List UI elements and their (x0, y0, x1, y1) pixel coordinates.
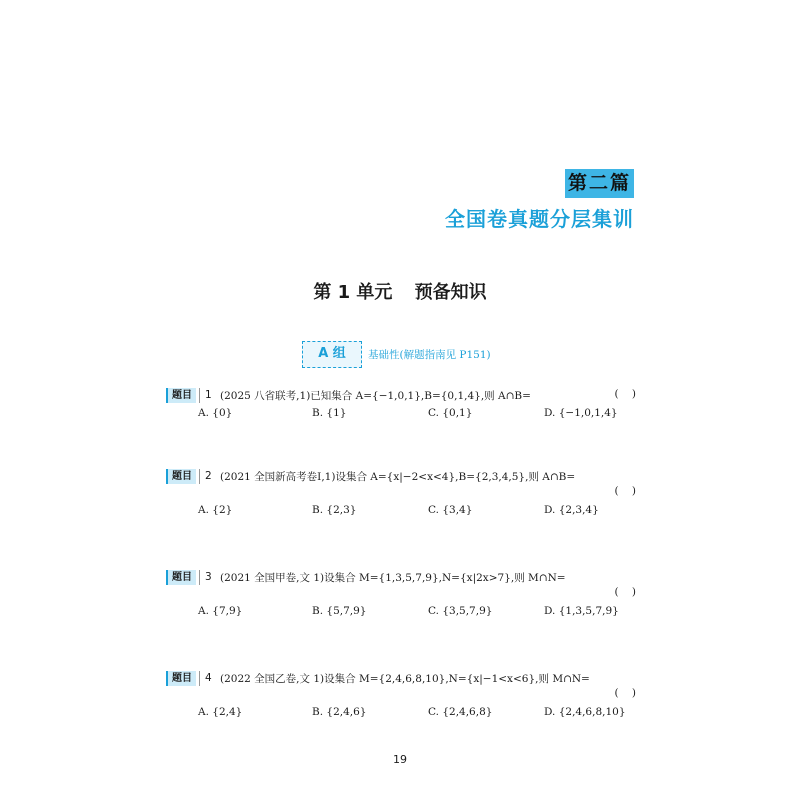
problem-badge-label: 题目 (166, 570, 196, 585)
problem-1 (166, 388, 636, 423)
group-label: A 组 (302, 341, 362, 368)
option-b: B. {2,3} (312, 504, 357, 516)
problem-stem (166, 570, 636, 586)
option-d: D. {−1,0,1,4} (544, 407, 618, 419)
problem-text: (2025 八省联考,1)已知集合 A={−1,0,1},B={0,1,4},则 A∩B= (220, 390, 531, 402)
paren-line (166, 485, 636, 501)
problem-number: 4 (199, 671, 217, 686)
unit-title (0, 278, 800, 304)
page-number: 19 (393, 753, 407, 766)
part-title: 全国卷真题分层集训 (445, 207, 634, 231)
option-a: A. {2,4} (198, 706, 243, 718)
option-d: D. {2,4,6,8,10} (544, 706, 626, 718)
unit-name: 预备知识 (414, 282, 487, 303)
answer-paren: ( ) (614, 388, 636, 400)
answer-paren: ( ) (614, 586, 636, 598)
problem-text: (2021 全国甲卷,文 1)设集合 M={1,3,5,7,9},N={x|2x>7},则 M∩N= (220, 572, 566, 584)
option-d: D. {1,3,5,7,9} (544, 605, 619, 617)
group-description: 基础性(解题指南见 P151) (368, 349, 491, 361)
paren-line (166, 687, 636, 703)
problem-number: 1 (199, 388, 217, 403)
problem-text: (2021 全国新高考卷Ⅰ,1)设集合 A={x|−2<x<4},B={2,3,4,5},则 A∩B= (220, 471, 576, 483)
problem-badge (166, 671, 217, 686)
problem-stem (166, 388, 636, 404)
option-b: B. {5,7,9} (312, 605, 367, 617)
paren-line (166, 586, 636, 602)
problem-badge (166, 570, 217, 585)
answer-paren: ( ) (614, 687, 636, 699)
options (166, 504, 636, 520)
problem-text: (2022 全国乙卷,文 1)设集合 M={2,4,6,8,10},N={x|−1<x<6},则 M∩N= (220, 673, 590, 685)
problem-number: 2 (199, 469, 217, 484)
problem-stem (166, 671, 636, 687)
option-a: A. {0} (198, 407, 233, 419)
unit-number: 第 1 单元 (313, 282, 393, 303)
option-c: C. {3,4} (428, 504, 473, 516)
option-c: C. {0,1} (428, 407, 473, 419)
problem-stem (166, 469, 636, 485)
options (166, 407, 636, 423)
options (166, 605, 636, 621)
problem-4 (166, 671, 636, 722)
problem-badge-label: 题目 (166, 671, 196, 686)
problem-2 (166, 469, 636, 520)
option-a: A. {7,9} (198, 605, 243, 617)
problem-number: 3 (199, 570, 217, 585)
problem-badge-label: 题目 (166, 469, 196, 484)
problem-badge (166, 388, 217, 403)
problem-badge (166, 469, 217, 484)
problem-3 (166, 570, 636, 621)
option-b: B. {1} (312, 407, 347, 419)
answer-paren: ( ) (614, 485, 636, 497)
option-c: C. {2,4,6,8} (428, 706, 493, 718)
part-label: 第二篇 (565, 169, 634, 198)
problem-badge-label: 题目 (166, 388, 196, 403)
option-c: C. {3,5,7,9} (428, 605, 493, 617)
option-b: B. {2,4,6} (312, 706, 367, 718)
option-d: D. {2,3,4} (544, 504, 599, 516)
option-a: A. {2} (198, 504, 233, 516)
options (166, 706, 636, 722)
